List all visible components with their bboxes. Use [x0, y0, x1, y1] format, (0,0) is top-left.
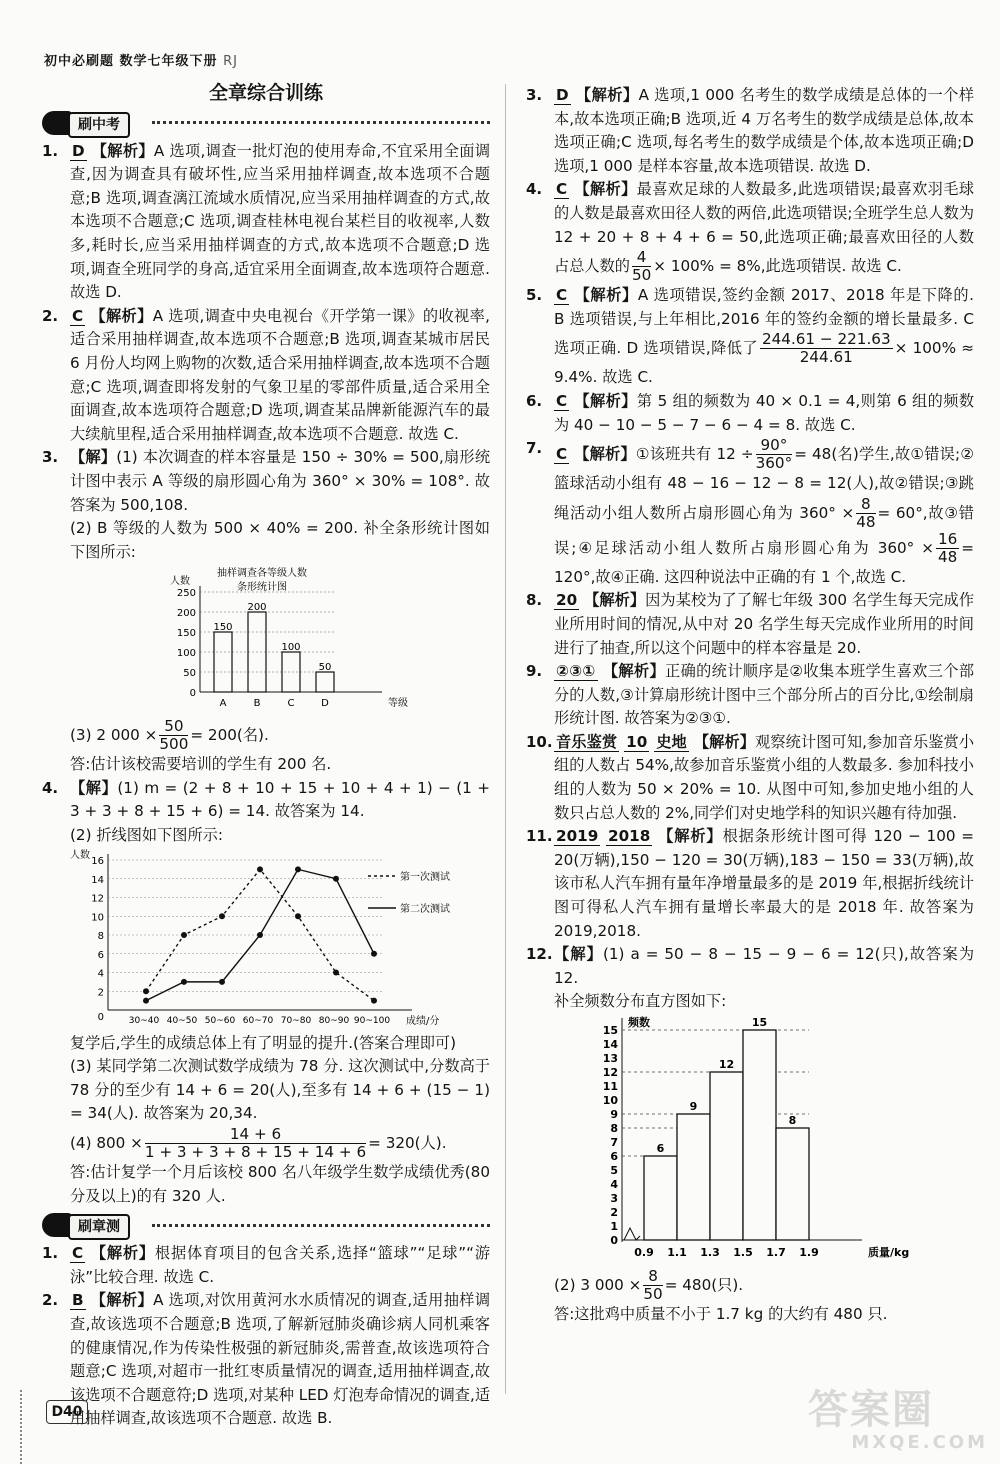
fraction: [936, 531, 959, 566]
x-tick-label: 1.7: [766, 1246, 786, 1259]
histogram-bar: [644, 1156, 677, 1240]
y-tick-label: 8: [610, 1122, 618, 1135]
answer: 音乐鉴赏: [556, 732, 618, 751]
question-number: 7.: [526, 439, 543, 458]
solution-tag: 【解】: [554, 945, 603, 964]
question-number: 11.: [526, 827, 553, 846]
y-tick-label: 14: [602, 1038, 618, 1051]
section-badge: [42, 111, 146, 135]
y-tick-label: 1: [610, 1220, 618, 1233]
dotted-rule: [152, 121, 490, 124]
axis-break: [624, 1228, 640, 1240]
y-tick-label: 0: [189, 688, 196, 700]
data-point: [181, 932, 187, 938]
analysis-text: = 120°,故④正确. 这四种说法中正确的有 1 个,故选 C.: [554, 538, 974, 586]
solution-part-3: [554, 1268, 974, 1303]
expr-suffix: = 480(只).: [664, 1276, 744, 1294]
analysis-tag: 【解析】: [574, 180, 637, 199]
solution-part-2: 补全频数分布直方图如下:: [554, 992, 727, 1011]
y-tick-label: 2: [97, 986, 104, 998]
solution-part-2: (2) 折线图如下图所示:: [70, 826, 223, 845]
histogram-bar: [677, 1114, 710, 1240]
answer: C: [556, 180, 568, 199]
analysis-tag: 【解析】: [575, 86, 639, 104]
question-number: 1.: [42, 141, 59, 160]
bar-value-label: 12: [718, 1058, 735, 1071]
x-tick-label: 1.9: [799, 1246, 819, 1259]
expr-suffix: = 320(人).: [368, 1134, 447, 1153]
numerator: 4: [632, 249, 651, 267]
data-point: [295, 913, 301, 919]
question-number: 8.: [526, 591, 543, 610]
answer: D: [556, 86, 569, 104]
y-tick-label: 2: [610, 1206, 618, 1219]
question-number: 4.: [42, 778, 59, 797]
x-tick-label: 40~50: [166, 1015, 198, 1026]
bar: [214, 632, 232, 692]
y-tick-label: 15: [602, 1024, 618, 1037]
data-point: [143, 988, 149, 994]
answer: 10: [626, 732, 648, 751]
x-tick-label: 30~40: [128, 1015, 160, 1026]
solution-tag: 【解】: [70, 778, 118, 797]
question-2: [42, 305, 490, 447]
answer: C: [72, 1244, 84, 1263]
section-label: 刷中考: [68, 112, 130, 138]
analysis-tag: 【解析】: [584, 591, 646, 610]
solution-answer: 答:估计复学一个月后该校 800 名八年级学生数学成绩优秀(80 分及以上)的有 320 人.: [70, 1163, 490, 1205]
legend-label: 第二次测试: [400, 903, 450, 915]
solution-part-3: [70, 718, 490, 753]
analysis-text: 观察统计图可知,参加音乐鉴赏小组的人数占 54%,故参加音乐鉴赏小组的人数最多. 参加科技小组的人数为 50 × 20% = 10. 从图中可知,参加史地小组的人数只占总人数的 2%,同学们对史地学科的知识兴趣有待加强.: [554, 732, 975, 822]
question-number: 6.: [526, 391, 543, 410]
y-tick-label: 8: [97, 930, 104, 942]
left-column: [42, 82, 490, 1431]
analysis-text: 最喜欢足球的人数最多,此选项错误;最喜欢羽毛球的人数是最喜欢田径人数的两倍,此选项错误;全班学生总人数为 12 + 20 + 8 + 4 + 6 = 50,此选项正确;最喜欢田径的人数占总人数的: [554, 180, 975, 276]
y-tick-label: 6: [610, 1150, 618, 1163]
analysis-text: = 60°,故③错误;④足球活动小组人数所占扇形圆心角为 360° ×: [554, 503, 974, 557]
answer: C: [556, 286, 568, 305]
header-edition: RJ: [223, 54, 238, 69]
numerator: 16: [937, 529, 958, 548]
question-number: 3.: [42, 448, 59, 467]
x-axis-label: 质量/kg: [868, 1246, 910, 1259]
fraction: [643, 1268, 662, 1303]
question-number: 2.: [42, 306, 59, 325]
expr-prefix: (3) 2 000 ×: [70, 726, 158, 745]
x-tick-label: 1.3: [700, 1246, 720, 1259]
denominator: 500: [159, 735, 189, 754]
analysis-text: A 选项,调查中央电视台《开学第一课》的收视率,适合采用抽样调查,故本选项不合题意;B 选项,调查某城市居民 6 月份人均网上购物的次数,适合采用抽样调查,故本选项不合题意;C 选项,调查即将发射的气象卫星的零部件质量,适合采用全面调查,故本选项符合题意;D 选项,调查某品牌新能源汽车的最大续航里程,适合采用抽样调查,故本选项不合题意. 故选 C.: [70, 306, 491, 443]
bar-value-label: 6: [656, 1142, 665, 1155]
x-tick-label: 80~90: [318, 1015, 350, 1026]
analysis-tag: 【解析】: [90, 306, 153, 325]
answer: D: [72, 141, 85, 160]
numerator: 8: [856, 496, 875, 514]
data-point: [181, 979, 187, 985]
numerator: 90°: [756, 437, 793, 455]
bar-value-label: 50: [318, 662, 332, 674]
bar: [316, 672, 334, 692]
data-point: [219, 979, 225, 985]
grade-bar-chart: [70, 566, 408, 716]
analysis-text: 第 5 组的频数为 40 × 0.1 = 4,则第 6 组的频数为 40 − 10 − 5 − 7 − 6 − 4 = 8. 故选 C.: [554, 391, 975, 434]
x-tick-label: 0.9: [634, 1246, 654, 1259]
denominator: 48: [856, 512, 876, 531]
analysis-text-end: × 100% ≈ 9.4%. 故选 C.: [554, 339, 974, 387]
answer: C: [556, 391, 568, 410]
origin-label: 0: [97, 1011, 104, 1023]
denominator: 360°: [755, 454, 793, 473]
analysis-tag: 【解析】: [90, 1244, 155, 1263]
analysis-text: A 选项,1 000 名考生的数学成绩是总体的一个样本,故本选项正确;B 选项,近 4 万名考生的数学成绩是总体,故本选项正确;C 选项,每名考生的数学成绩是个体,故本选项正确;D 选项,1 000 是样本容量,故本选项错误. 故选 D.: [554, 86, 975, 175]
analysis-tag: 【解析】: [90, 1291, 154, 1310]
section-badge: [42, 1213, 146, 1237]
y-tick-label: 0: [610, 1234, 618, 1247]
chapter-question-2: [42, 1289, 490, 1431]
page-title: 全章综合训练: [208, 82, 323, 104]
question-1: [42, 140, 490, 305]
question-number: 3.: [526, 86, 543, 104]
data-point: [219, 913, 225, 919]
solution-part-1: (1) 本次调查的样本容量是 150 ÷ 30% = 500,扇形统计图中表示 A 等级的扇形圆心角为 360° × 30% = 108°. 故答案为 500,108.: [70, 448, 491, 514]
numerator: 244.61 − 221.63: [761, 330, 891, 349]
question-9-right: [526, 660, 974, 731]
data-point: [371, 997, 377, 1003]
question-4-right: [526, 178, 974, 284]
section-label: 刷章测: [68, 1214, 130, 1240]
x-tick-label: C: [287, 698, 295, 710]
right-column: [526, 84, 974, 1327]
y-axis-label: 频数: [628, 1016, 650, 1029]
legend-label: 第一次测试: [400, 871, 450, 883]
solution-part-1: (1) m = (2 + 8 + 10 + 15 + 10 + 4 + 1) − (1 + 3 + 3 + 8 + 15 + 6) = 14. 故答案为 14.: [70, 778, 490, 821]
y-tick-label: 13: [602, 1052, 618, 1065]
y-tick-label: 9: [610, 1108, 618, 1121]
answer: 20: [556, 591, 578, 610]
bar-value-label: 100: [281, 642, 301, 654]
y-tick-label: 3: [610, 1192, 618, 1205]
answer: ②③①: [556, 662, 596, 681]
watermark-url: MXQE.COM: [851, 1432, 988, 1453]
margin-dots: [20, 1390, 23, 1464]
question-7-right: [526, 437, 974, 589]
expr-prefix: (4) 800 ×: [70, 1134, 143, 1153]
watermark-text: 答案圈: [808, 1387, 934, 1433]
answer: C: [72, 306, 84, 325]
question-4-continued: [42, 1032, 490, 1209]
x-tick-label: 1.1: [667, 1246, 687, 1259]
data-point: [333, 875, 339, 881]
analysis-tag: 【解析】: [602, 662, 666, 681]
analysis-text: 因为某校为了了解七年级 300 名学生每天完成作业所用时间的情况,从中对 20 名学生每天完成作业所用的时间进行了抽查,所以这个问题中的样本容量是 20.: [554, 591, 975, 657]
question-10-right: [526, 731, 974, 825]
fraction: [145, 1126, 366, 1161]
y-tick-label: 11: [602, 1080, 618, 1093]
answer: C: [556, 445, 568, 464]
denominator: 1 + 3 + 3 + 8 + 15 + 14 + 6: [144, 1143, 367, 1162]
data-point: [143, 997, 149, 1003]
y-tick-label: 12: [602, 1066, 618, 1079]
chart-subtitle: 条形统计图: [237, 582, 287, 594]
fraction: [632, 249, 651, 284]
solution-part-3: 复学后,学生的成绩总体上有了明显的提升.(答案合理即可): [70, 1033, 457, 1052]
analysis-tag: 【解析】: [693, 732, 756, 751]
solution-part-5: [70, 1126, 490, 1161]
y-tick-label: 200: [176, 608, 196, 620]
data-point: [257, 866, 263, 872]
data-point: [295, 866, 301, 872]
y-tick-label: 7: [610, 1136, 618, 1149]
question-12-continued: [526, 1268, 974, 1327]
bar-value-label: 9: [689, 1100, 698, 1113]
analysis-tag: 【解析】: [91, 141, 154, 160]
fraction: [159, 718, 188, 753]
header-text: 初中必刷题 数学七年级下册: [44, 54, 218, 69]
x-tick-label: B: [253, 698, 261, 710]
question-number: 2.: [42, 1291, 59, 1310]
fraction: [760, 331, 893, 366]
x-tick-label: 60~70: [242, 1015, 274, 1026]
histogram-bar: [743, 1030, 776, 1240]
solution-answer: 答:估计该校需要培训的学生有 200 名.: [70, 755, 332, 774]
question-number: 12.: [526, 945, 553, 964]
mass-histogram: [582, 1016, 952, 1266]
y-tick-label: 4: [97, 968, 104, 980]
denominator: 48: [937, 547, 958, 566]
answer: B: [72, 1291, 84, 1310]
y-tick-label: 10: [602, 1094, 618, 1107]
running-header: [44, 50, 238, 74]
question-6-right: [526, 390, 974, 437]
question-3-right: [526, 84, 974, 178]
denominator: 50: [643, 1285, 663, 1303]
expr-suffix: = 200(名).: [190, 726, 269, 745]
numerator: 50: [159, 718, 188, 736]
y-tick-label: 4: [610, 1178, 618, 1191]
analysis-tag: 【解析】: [574, 391, 637, 410]
analysis-text: A 选项错误,签约金额 2017、2018 年是下降的. B 选项错误,与上年相比,2016 年的签约金额的增长量最多. C 选项正确. D 选项错误,降低了: [554, 286, 974, 358]
solution-part-1: (1) a = 50 − 8 − 15 − 9 − 6 = 12(只),故答案为 12.: [554, 945, 975, 987]
y-tick-label: 16: [91, 855, 104, 867]
histogram-bar: [776, 1128, 809, 1240]
question-number: 10.: [526, 732, 553, 751]
dotted-rule: [152, 1224, 490, 1227]
x-axis-label: 等级: [388, 698, 408, 710]
y-axis-label: 人数: [70, 849, 90, 861]
fraction: [856, 496, 875, 531]
question-number: 5.: [526, 286, 543, 305]
question-number: 9.: [526, 662, 543, 681]
analysis-tag: 【解析】: [658, 827, 723, 846]
analysis-text: 正确的统计顺序是②收集本班学生喜欢三个部分的人数,③计算扇形统计图中三个部分所占的百分比,①绘制扇形统计图. 故答案为②③①.: [554, 662, 975, 728]
numerator: 8: [643, 1268, 662, 1286]
question-number: 1.: [42, 1244, 59, 1263]
y-tick-label: 6: [97, 949, 104, 961]
chart-title: 抽样调查各等级人数: [217, 568, 307, 580]
bar-value-label: 8: [788, 1114, 797, 1127]
fraction: [756, 437, 793, 472]
question-5-right: [526, 284, 974, 390]
solution-part-2: (2) B 等级的人数为 500 × 40% = 200. 补全条形统计图如下图所示:: [70, 519, 490, 561]
y-tick-label: 100: [176, 648, 196, 660]
data-point: [257, 932, 263, 938]
y-tick-label: 250: [176, 588, 196, 600]
column-divider: [505, 84, 506, 1394]
analysis-tag: 【解析】: [574, 445, 636, 464]
analysis-text-end: × 100% = 8%,此选项错误. 故选 C.: [653, 257, 902, 276]
x-axis-label: 成绩/分: [406, 1015, 440, 1027]
data-point: [333, 969, 339, 975]
y-tick-label: 14: [91, 874, 104, 886]
solution-part-4: (3) 某同学第二次测试数学成绩为 78 分. 这次测试中,分数高于 78 分的至少有 14 + 6 = 20(人),至多有 14 + 6 + (15 − 1) = 34(人). 故答案为 20,34.: [70, 1057, 490, 1123]
y-tick-label: 5: [610, 1164, 618, 1177]
solution-answer: 答:这批鸡中质量不小于 1.7 kg 的大约有 480 只.: [554, 1305, 888, 1323]
analysis-tag: 【解析】: [574, 286, 638, 305]
bar-value-label: 150: [213, 622, 233, 634]
y-tick-label: 50: [183, 668, 196, 680]
analysis-text: ①该班共有 12 ÷: [635, 445, 754, 464]
question-3: [42, 446, 490, 777]
question-8-right: [526, 589, 974, 660]
score-line-chart: [50, 850, 490, 1030]
x-tick-label: 70~80: [280, 1015, 312, 1026]
answer: 2019: [556, 827, 599, 846]
data-point: [371, 950, 377, 956]
answer: 史地: [656, 732, 687, 751]
y-tick-label: 12: [91, 893, 104, 905]
analysis-text: 根据条形统计图可得 120 − 100 = 20(万辆),150 − 120 = 30(万辆),183 − 150 = 33(万辆),故该市私人汽车拥有量年净增量最多的是 2019 年,根据折线统计图可得私人汽车拥有量增长率最大的是 2018 年. 故答案为 2019,2018.: [554, 827, 975, 940]
question-11-right: [526, 825, 974, 943]
expr-prefix: (2) 3 000 ×: [554, 1276, 642, 1294]
histogram-bar: [710, 1072, 743, 1240]
x-tick-label: 50~60: [204, 1015, 236, 1026]
section-heading-zhangce: [42, 1212, 490, 1238]
analysis-text: = 48(名)学生,故①错误;②篮球活动小组有 48 − 16 − 12 − 8 = 12(人),故②错误;③跳绳活动小组人数所占扇形圆心角为 360° ×: [554, 445, 975, 522]
numerator: 14 + 6: [145, 1126, 366, 1144]
question-4: [42, 777, 490, 848]
watermark-logo: [808, 1388, 988, 1460]
page-number: D40: [46, 1400, 88, 1424]
y-tick-label: 10: [91, 911, 104, 923]
y-axis-label: 人数: [170, 576, 190, 588]
question-12-right: [526, 943, 974, 1014]
x-tick-label: A: [219, 698, 227, 710]
answer: 2018: [608, 827, 651, 846]
analysis-text: A 选项,对饮用黄河水水质情况的调查,适用抽样调查,故该选项不合题意;B 选项,了解新冠肺炎确诊病人同机乘客的健康情况,作为传染性极强的新冠肺炎,需普查,故该选项符合题意;C 选项,对超市一批红枣质量情况的调查,适用抽样调查,故该选项不合题意符;D 选项,对某种 LED 灯泡寿命情况的调查,适用抽样调查,故该选项不合题意. 故选 B.: [70, 1291, 491, 1428]
x-tick-label: 90~100: [353, 1015, 391, 1026]
chapter-question-1: [42, 1242, 490, 1289]
x-tick-label: 1.5: [733, 1246, 753, 1259]
section-heading-zhongkao: [42, 110, 490, 136]
y-tick-label: 150: [176, 628, 196, 640]
question-number: 4.: [526, 180, 543, 199]
analysis-text: A 选项,调查一批灯泡的使用寿命,不宜采用全面调查,因为调查具有破坏性,应当采用抽样调查,故本选项不合题意;B 选项,调查漓江流域水质情况,应当采用抽样调查的方式,故本选项不合题意;C 选项,调查桂林电视台某栏目的收视率,人数多,耗时长,应当采用抽样调查的方式,故本选项不合题意;D 选项,调查全班同学的身高,适宜采用全面调查,故本选项符合题意. 故选 D.: [70, 141, 491, 302]
denominator: 50: [631, 266, 652, 285]
analysis-text: 根据体育项目的包含关系,选择“篮球”“足球”“游泳”比较合理. 故选 C.: [70, 1244, 491, 1286]
solution-tag: 【解】: [70, 448, 117, 467]
denominator: 244.61: [799, 348, 853, 367]
x-tick-label: D: [321, 698, 329, 710]
bar-value-label: 15: [751, 1016, 768, 1029]
bar-value-label: 200: [247, 602, 267, 614]
